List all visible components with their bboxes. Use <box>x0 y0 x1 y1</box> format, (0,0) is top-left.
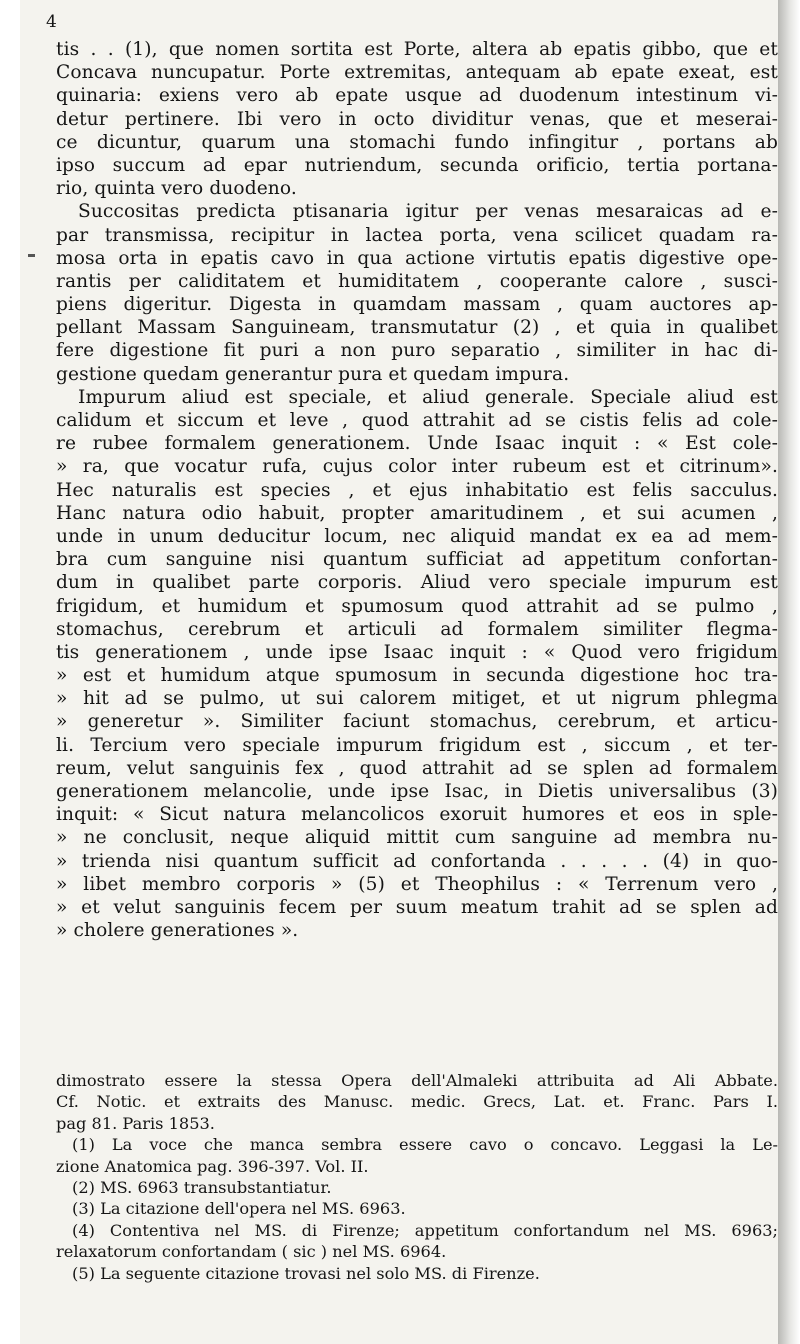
page-number: 4 <box>46 12 57 32</box>
text-line: fere digestione fit puri a non puro separatio , similiter in hac di- <box>56 340 778 362</box>
footnote-line: (4) Contentiva nel MS. di Firenze; appetitum confortandum nel MS. 6963; <box>72 1220 778 1240</box>
text-line: » hit ad se pulmo, ut sui calorem mitiget, et ut nigrum phlegma <box>56 688 778 710</box>
text-line: tis generationem , unde ipse Isaac inquit : « Quod vero frigidum <box>56 641 778 663</box>
text-line: pellant Massam Sanguineam, transmutatur (2) , et quia in qualibet <box>56 317 778 339</box>
text-line: stomachus, cerebrum et articuli ad formalem similiter flegma- <box>56 618 778 640</box>
footnote-line: Cf. Notic. et extraits des Manusc. medic. Grecs, Lat. et. Franc. Pars I. <box>56 1092 778 1112</box>
text-line: rantis per caliditatem et humiditatem , cooperante calore , susci- <box>56 270 778 292</box>
text-line: par transmissa, recipitur in lactea porta, vena scilicet quadam ra- <box>56 224 778 246</box>
text-line: Impurum aliud est speciale, et aliud generale. Speciale aliud est <box>78 386 778 408</box>
footnote-line: (2) MS. 6963 transubstantiatur. <box>72 1177 332 1197</box>
text-line: Hec naturalis est species , et ejus inhabitatio est felis sacculus. <box>56 479 778 501</box>
text-line: » generetur ». Similiter faciunt stomachus, cerebrum, et articu- <box>56 711 778 733</box>
text-line: reum, velut sanguinis fex , quod attrahit ad se splen ad formalem <box>56 757 778 779</box>
text-line: » est et humidum atque spumosum in secunda digestione hoc tra- <box>56 665 778 687</box>
text-line: rio, quinta vero duodeno. <box>56 178 297 200</box>
text-line: ce dicuntur, quarum una stomachi fundo infingitur , portans ab <box>56 131 778 153</box>
text-line: inquit: « Sicut natura melancolicos exoruit humores et eos in sple- <box>56 804 778 826</box>
text-line: » libet membro corporis » (5) et Theophilus : « Terrenum vero , <box>56 873 778 895</box>
margin-mark <box>28 254 35 257</box>
text-line: Succositas predicta ptisanaria igitur per venas mesaraicas ad e- <box>78 201 778 223</box>
text-line: re rubee formalem generationem. Unde Isaac inquit : « Est cole- <box>56 433 778 455</box>
text-line: detur pertinere. Ibi vero in octo dividitur venas, que et meserai- <box>56 108 778 130</box>
text-line: unde in unum deducitur locum, nec aliquid mandat ex ea ad mem- <box>56 525 778 547</box>
text-line: » ne conclusit, neque aliquid mittit cum sanguine ad membra nu- <box>56 827 778 849</box>
footnote-line: dimostrato essere la stessa Opera dell'Almaleki attribuita ad Ali Abbate. <box>56 1071 778 1090</box>
footnote-line: (5) La seguente citazione trovasi nel solo MS. di Firenze. <box>72 1263 540 1283</box>
text-line: piens digeritur. Digesta in quamdam massam , quam auctores ap- <box>56 294 778 316</box>
footnote-line: pag 81. Paris 1853. <box>56 1113 215 1133</box>
text-line: frigidum, et humidum et spumosum quod attrahit ad se pulmo , <box>56 595 778 617</box>
text-line: calidum et siccum et leve , quod attrahit ad se cistis felis ad cole- <box>56 410 778 431</box>
text-line: gestione quedam generantur pura et quedam impura. <box>56 363 570 385</box>
footnote-line: (3) La citazione dell'opera nel MS. 6963. <box>72 1199 406 1219</box>
text-line: » ra, que vocatur rufa, cujus color inter rubeum est et citrinum». <box>56 456 778 478</box>
text-line: ipso succum ad epar nutriendum, secunda orificio, tertia portana- <box>56 154 778 176</box>
text-line: » et velut sanguinis fecem per suum meatum trahit ad se splen ad <box>56 896 778 918</box>
footnote-line: zione Anatomica pag. 396-397. Vol. II. <box>56 1156 369 1176</box>
text-line: li. Tercium vero speciale impurum frigidum est , siccum , et ter- <box>56 734 778 756</box>
page-edge-shadow <box>778 0 800 1344</box>
text-line: quinaria: exiens vero ab epate usque ad duodenum intestinum vi- <box>56 85 778 107</box>
footnote-line: relaxatorum confortandam ( sic ) nel MS. 6964. <box>56 1242 447 1262</box>
text-line: bra cum sanguine nisi quantum sufficiat ad appetitum confortan- <box>56 549 778 571</box>
text-line: mosa orta in epatis cavo in qua actione virtutis epatis digestive ope- <box>56 247 778 269</box>
text-line: » cholere generationes ». <box>56 920 299 942</box>
text-line: Hanc natura odio habuit, propter amaritudinem , et sui acumen , <box>56 502 778 524</box>
text-line: Concava nuncupatur. Porte extremitas, antequam ab epate exeat, est <box>56 62 778 84</box>
footnotes <box>56 1070 778 1284</box>
main-text <box>56 38 778 942</box>
text-line: » trienda nisi quantum sufficit ad confortanda . . . . . (4) in quo- <box>56 850 778 872</box>
text-line: generationem melancolie, unde ipse Isac, in Dietis universalibus (3) <box>56 781 778 802</box>
footnote-line: (1) La voce che manca sembra essere cavo o concavo. Leggasi la Le- <box>72 1135 778 1155</box>
text-line: dum in qualibet parte corporis. Aliud vero speciale impurum est <box>56 572 778 594</box>
text-line: tis . . (1), que nomen sortita est Porte, altera ab epatis gibbo, que et <box>56 39 778 60</box>
